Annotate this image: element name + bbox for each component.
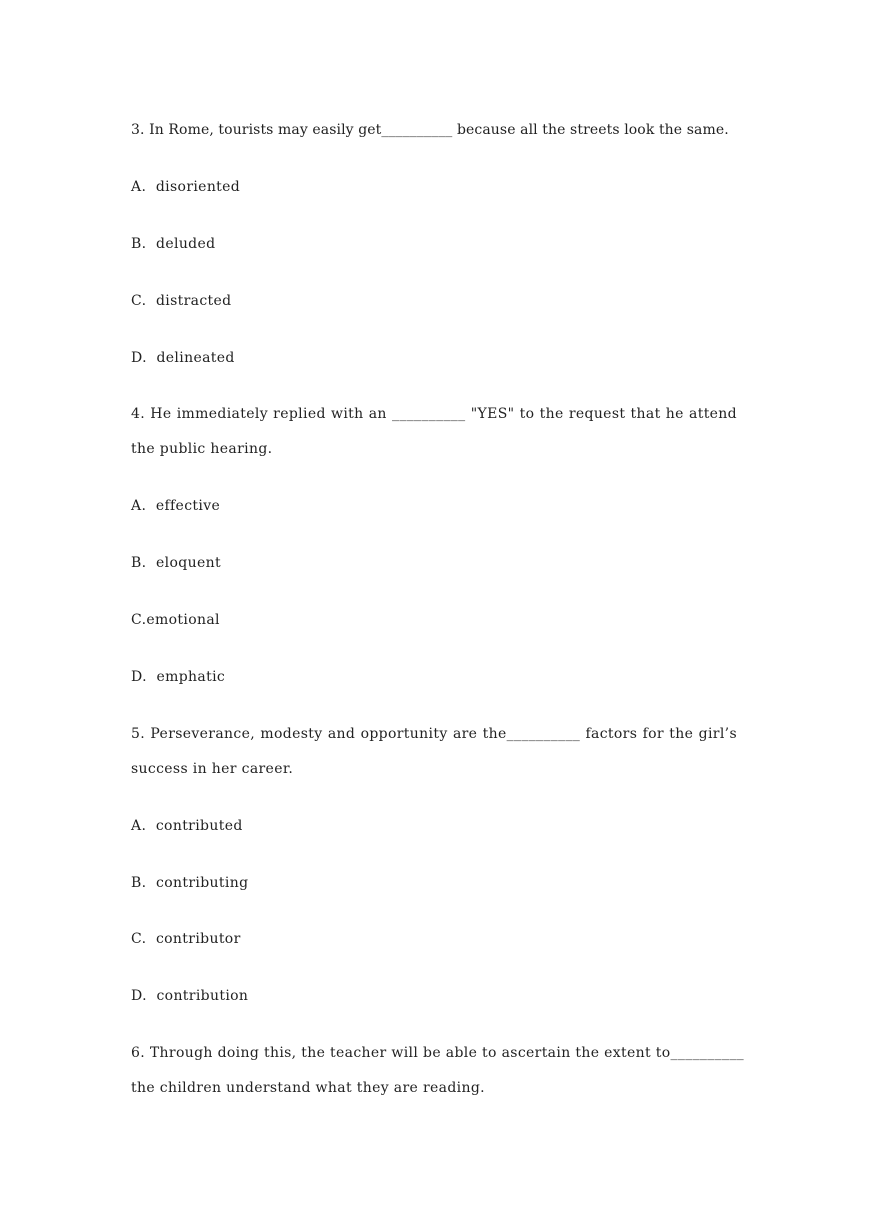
question-3-option-b: B. deluded	[131, 236, 216, 252]
question-3-stem: 3. In Rome, tourists may easily get__________ because all the streets look the same.	[131, 122, 729, 138]
question-5-option-c: C. contributor	[131, 931, 241, 947]
question-3-option-c: C. distracted	[131, 293, 232, 309]
question-5-option-a: A. contributed	[131, 818, 243, 834]
question-4-option-c: C.emotional	[131, 612, 220, 628]
question-5-stem-line-1: 5. Perseverance, modesty and opportunity are the__________ factors for the girl’s	[131, 726, 737, 742]
question-4-option-a: A. effective	[131, 498, 221, 514]
question-4-stem-line-2: the public hearing.	[131, 441, 273, 457]
question-6-stem-line-2: the children understand what they are reading.	[131, 1080, 485, 1096]
question-5-option-d: D. contribution	[131, 988, 249, 1004]
question-5-stem-line-2: success in her career.	[131, 761, 294, 777]
question-6-stem-line-1: 6. Through doing this, the teacher will be able to ascertain the extent to__________	[131, 1045, 745, 1061]
question-4-option-b: B. eloquent	[131, 555, 221, 571]
question-3-option-a: A. disoriented	[131, 179, 241, 195]
question-5-option-b: B. contributing	[131, 875, 249, 891]
question-3-option-d: D. delineated	[131, 350, 235, 366]
question-4-stem-line-1: 4. He immediately replied with an __________ "YES" to the request that he attend	[131, 406, 737, 422]
question-4-option-d: D. emphatic	[131, 669, 226, 685]
